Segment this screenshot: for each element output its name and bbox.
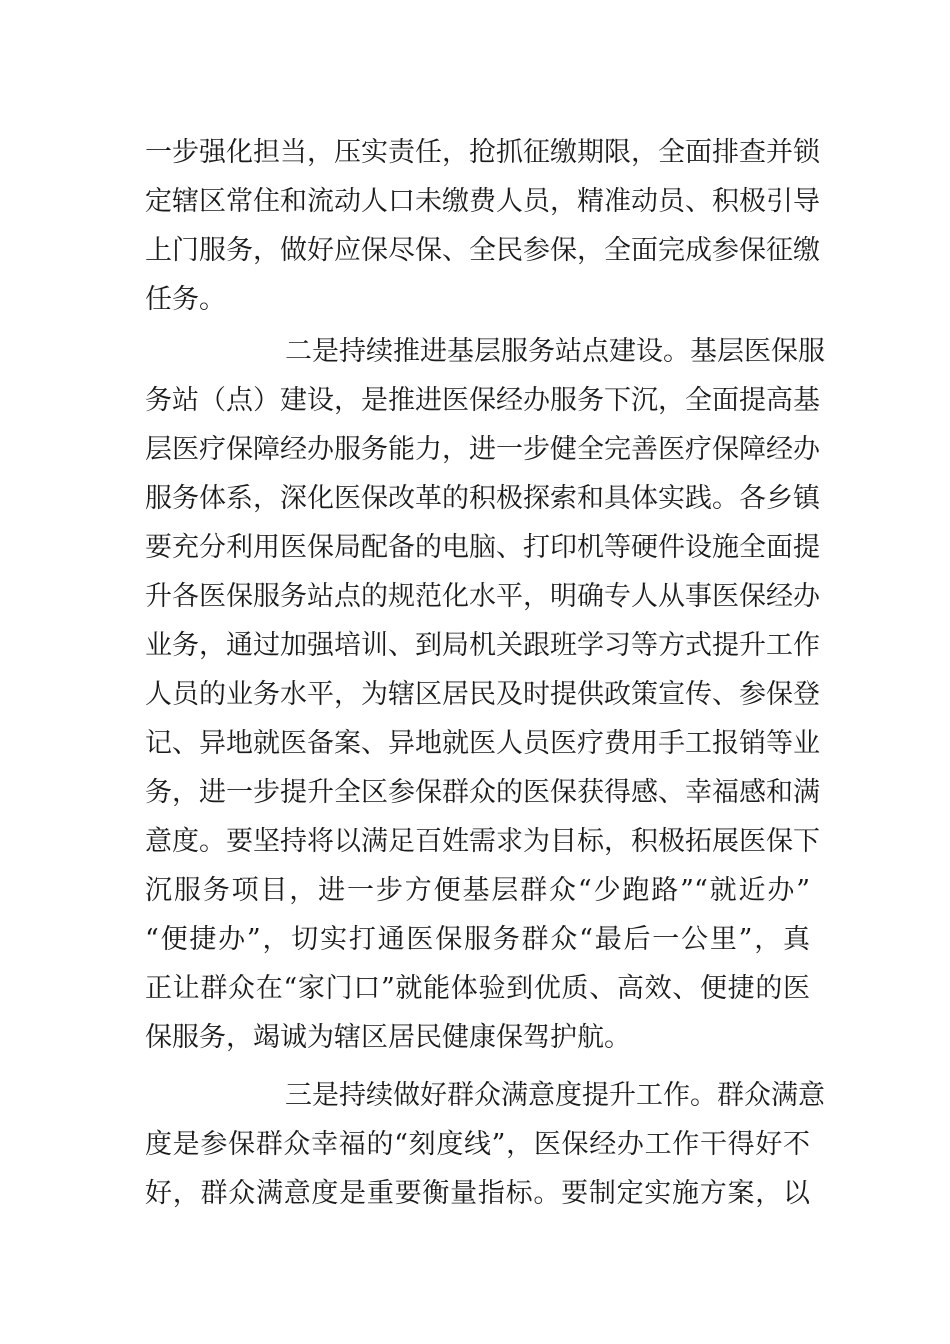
paragraph-3 bbox=[145, 1071, 825, 1218]
text-line: 业务，通过加强培训、到局机关跟班学习等方式提升工作 bbox=[145, 630, 820, 661]
text-line: 务，进一步提升全区参保群众的医保获得感、幸福感和满 bbox=[145, 777, 820, 808]
text-line: 一步强化担当，压实责任，抢抓征缴期限，全面排查并锁 bbox=[145, 137, 820, 168]
text-line: 意度。要坚持将以满足百姓需求为目标，积极拓展医保下 bbox=[145, 826, 820, 857]
text-line: 度是参保群众幸福的“刻度线”，医保经办工作干得好不 bbox=[145, 1129, 810, 1160]
text-line: 任务。 bbox=[145, 284, 226, 315]
text-line: 人员的业务水平，为辖区居民及时提供政策宣传、参保登 bbox=[145, 679, 820, 710]
text-line: 好，群众满意度是重要衡量指标。要制定实施方案，以 bbox=[145, 1178, 810, 1209]
text-line: 务站（点）建设，是推进医保经办服务下沉，全面提高基 bbox=[145, 385, 820, 416]
paragraph-2 bbox=[145, 327, 825, 1062]
text-line: 上门服务，做好应保尽保、全民参保，全面完成参保征缴 bbox=[145, 235, 820, 266]
text-line: 记、异地就医备案、异地就医人员医疗费用手工报销等业 bbox=[145, 728, 820, 759]
text-line: 升各医保服务站点的规范化水平，明确专人从事医保经办 bbox=[145, 581, 820, 612]
text-line: 沉服务项目，进一步方便基层群众“少跑路”“就近办” bbox=[145, 875, 810, 906]
paragraph-1 bbox=[145, 128, 820, 324]
text-line: 层医疗保障经办服务能力，进一步健全完善医疗保障经办 bbox=[145, 434, 820, 465]
text-line: 三是持续做好群众满意度提升工作。群众满意 bbox=[285, 1080, 825, 1111]
text-line: “便捷办”，切实打通医保服务群众“最后一公里”，真 bbox=[145, 924, 810, 955]
text-line: 保服务，竭诚为辖区居民健康保驾护航。 bbox=[145, 1022, 631, 1053]
text-line: 正让群众在“家门口”就能体验到优质、高效、便捷的医 bbox=[145, 973, 810, 1004]
text-line: 二是持续推进基层服务站点建设。基层医保服 bbox=[285, 336, 825, 367]
text-line: 定辖区常住和流动人口未缴费人员，精准动员、积极引导 bbox=[145, 186, 820, 217]
text-line: 要充分利用医保局配备的电脑、打印机等硬件设施全面提 bbox=[145, 532, 820, 563]
text-line: 服务体系，深化医保改革的积极探索和具体实践。各乡镇 bbox=[145, 483, 820, 514]
